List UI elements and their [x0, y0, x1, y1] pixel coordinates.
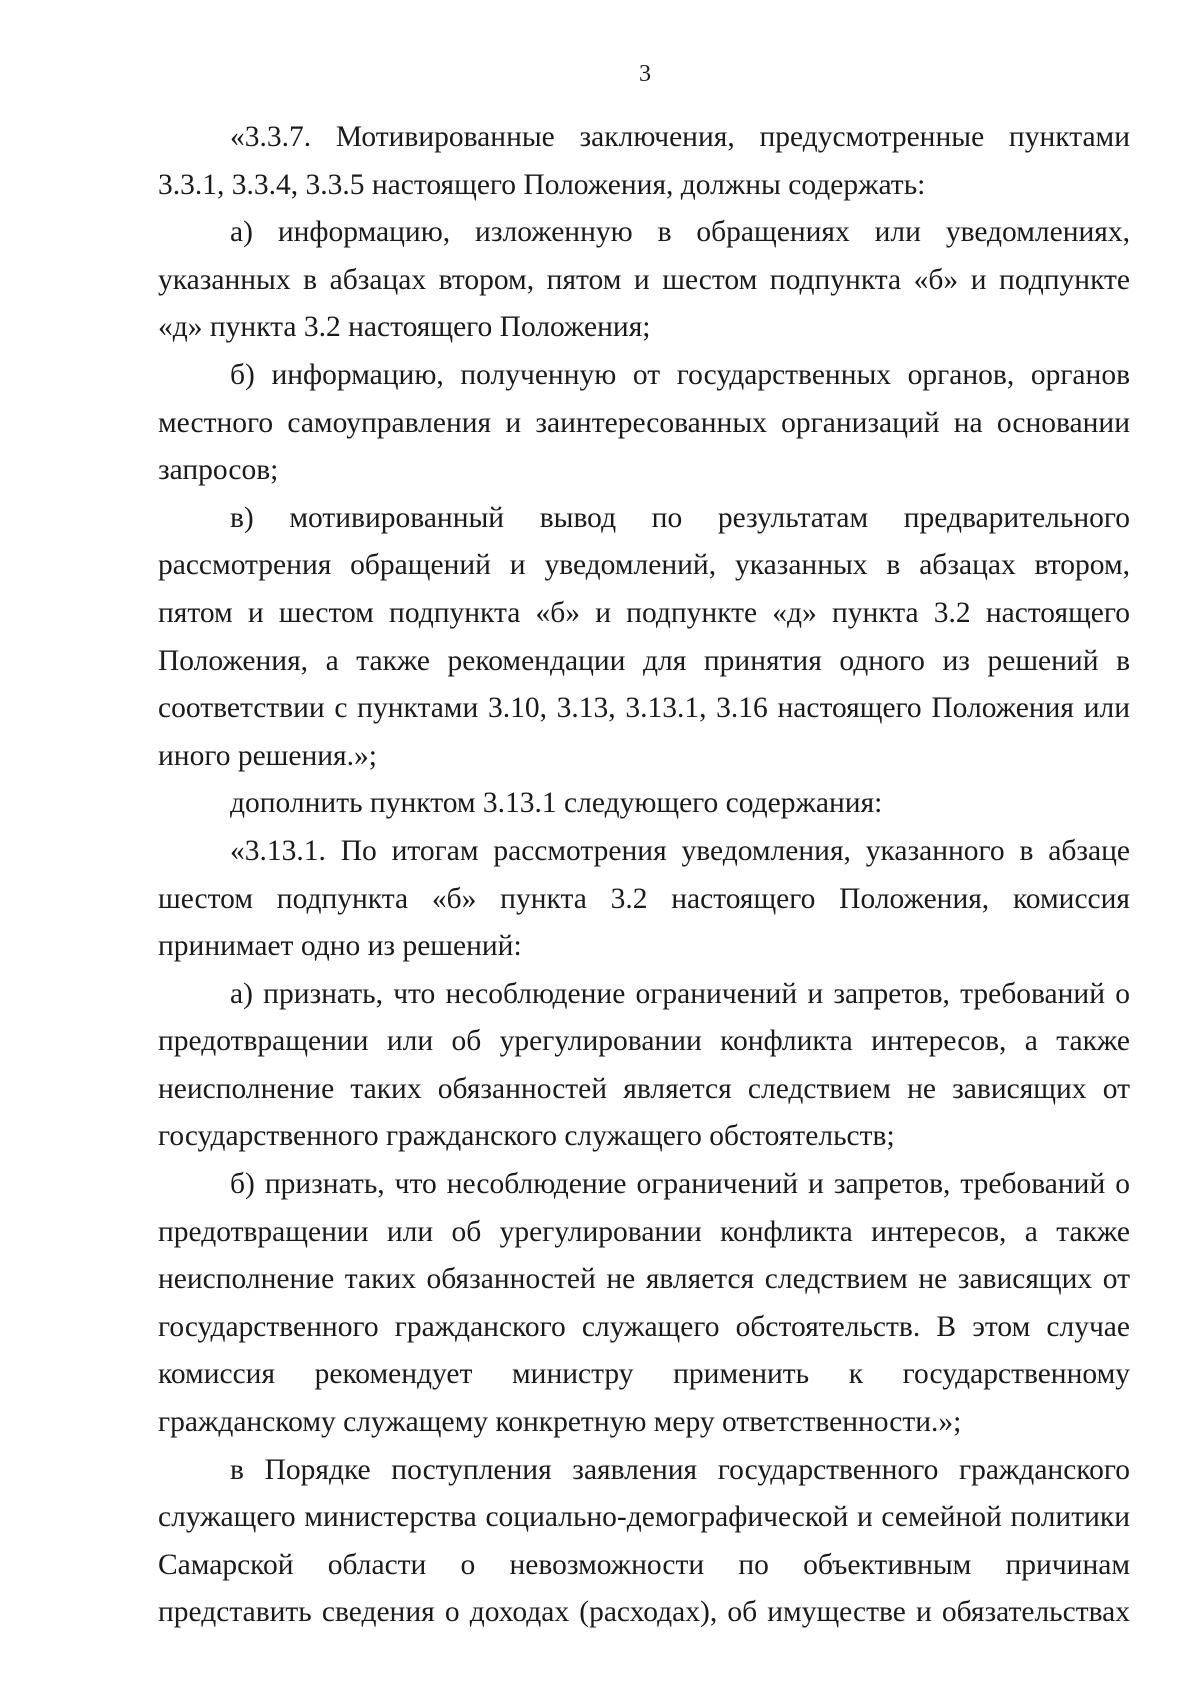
page-number: 3 [639, 61, 651, 87]
paragraph-item-v: в) мотивированный вывод по результатам предварительного рассмотрения обращений и уведомлений, указанных в абзацах втором, пятом и шестом подпункта «б» и подпункте «д» пункта 3.2 настоящего Положения, а также рекомендации для принятия одного из решений в соответствии с пунктами 3.10, 3.13, 3.13.1, 3.16 настоящего Положения или иного решения.»; [158, 501, 1130, 772]
paragraph-decision-a: а) признать, что несоблюдение ограничений и запретов, требований о предотвращении или об урегулировании конфликта интересов, а также неисполнение таких обязанностей является следствием не зависящих от государственного гражданского служащего обстоятельств; [158, 977, 1130, 1153]
paragraph-item-a: а) информацию, изложенную в обращениях или уведомлениях, указанных в абзацах втором, пятом и шестом подпункта «б» и подпункте «д» пункта 3.2 настоящего Положения; [158, 216, 1130, 344]
paragraph-decision-b: б) признать, что несоблюдение ограничений и запретов, требований о предотвращении или об урегулировании конфликта интересов, а также неисполнение таких обязанностей не является следствием не зависящих от государственного гражданского служащего обстоятельств. В этом случае комиссия рекомендует министру применить к государственному гражданскому служащему конкретную меру ответственности.»; [158, 1168, 1130, 1439]
paragraph-3-13-1: «3.13.1. По итогам рассмотрения уведомления, указанного в абзаце шестом подпункта «б» пункта 3.2 настоящего Положения, комиссия принимает одно из решений: [158, 834, 1130, 963]
paragraph-item-b: б) информацию, полученную от государственных органов, органов местного самоуправления и заинтересованных организаций на основании запросов; [158, 358, 1130, 487]
paragraph-amendment-intro: дополнить пунктом 3.13.1 следующего содержания: [230, 787, 883, 820]
paragraph-3-3-7: «3.3.7. Мотивированные заключения, предусмотренные пунктами 3.3.1, 3.3.4, 3.3.5 настоящего Положения, должны содержать: [158, 121, 1130, 201]
document-body [158, 114, 1130, 1637]
paragraph-procedure: в Порядке поступления заявления государственного гражданского служащего министерства социально-демографической и семейной политики Самарской области о невозможности по объективным причинам представить сведения о доходах (расходах), об имуществе и обязательствах [158, 1453, 1130, 1629]
